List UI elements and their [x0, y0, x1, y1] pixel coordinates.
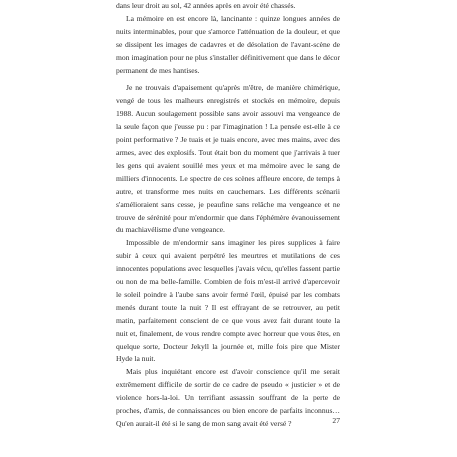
paragraph-2: La mémoire en est encore là, lancinante : quinze longues années de nuits interminables, pour que s'amorce l'atténuation de la douleur, et que se dissipent les images de cadavres et de désolation de l'avant-scène de mon imagination pour ne plus s'installer définitivement que dans le décor permanent de mes hantises.	[116, 13, 340, 75]
body-text	[116, 0, 340, 431]
page-number: 27	[332, 416, 340, 425]
paragraph-1: dans leur droit au sol, 42 années après en avoir été chassés.	[116, 1, 296, 10]
paragraph-4: Impossible de m'endormir sans imaginer les pires supplices à faire subir à ceux qui avaient perpétré les meurtres et mutilations de ces innocentes populations avec lesquelles j'avais vécu, qu'elles fassent partie ou non de ma belle-famille. Combien de fois m'est-il arrivé d'apercevoir le soleil poindre à l'aube sans avoir fermé l'œil, épuisé par les combats menés durant toute la nuit ? Il est effrayant de se retrouver, au petit matin, parfaitement conscient de ce que vous avez fait durant toute la nuit et, finalement, de vous rendre compte avec horreur que vous êtes, en quelque sorte, Docteur Jekyll la journée et, mille fois pire que Mister Hyde la nuit.	[116, 238, 340, 364]
paragraph-5: Mais plus inquiétant encore est d'avoir conscience qu'il me serait extrêmement difficile de sortir de ce cadre de pseudo « justicier » et de violence hors-la-loi. Un terrifiant assassin souffrant de la perte de proches, d'amis, de connaissances ou bien encore de parfaits inconnus… Qu'en aurait-il été si le sang de mon sang avait été versé ?	[116, 367, 340, 428]
paragraph-3: Je ne trouvais d'apaisement qu'après m'être, de manière chimérique, vengé de tous les malheurs enregistrés et stockés en mémoire, depuis 1988. Aucun soulagement possible sans avoir assouvi ma vengeance de la seule façon que j'eusse pu : par l'imagination ! La pensée est-elle à ce point performative ? Je tuais et je tuais encore, avec mes mains, avec des armes, avec des explosifs. Tout était bon du moment que j'arrivais à tuer les gens qui avaient souillé mes yeux et ma mémoire avec le sang de milliers d'innocents. Le spectre de ces scènes affleure encore, de temps à autre, et transforme mes nuits en cauchemars. Les différents scénarii s'amélioraient sans cesse, je peaufine sans relâche ma vengeance et ne trouve de sérénité pour m'endormir que dans l'éphémère évanouissement du machiavélisme d'une vengeance.	[116, 83, 340, 235]
